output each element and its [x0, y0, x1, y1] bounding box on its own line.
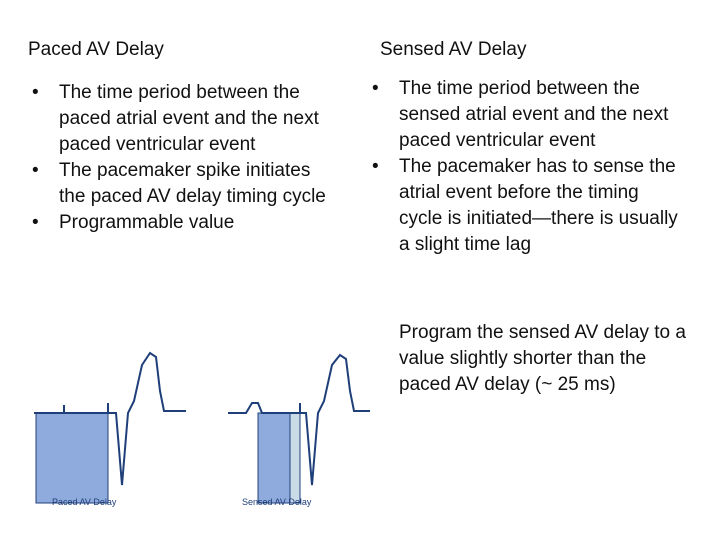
right-heading: Sensed AV Delay — [380, 39, 527, 60]
right-bullet-text: The time period between the sensed atrial event and the next paced ventricular event — [399, 78, 669, 151]
bullet-icon: • — [32, 82, 39, 103]
right-bullet-list — [372, 76, 678, 258]
left-bullet-text: The time period between the paced atrial event and the next paced ventricular event — [59, 82, 319, 155]
left-heading: Paced AV Delay — [28, 39, 164, 60]
left-bullet-item — [32, 210, 332, 236]
bullet-icon: • — [32, 212, 39, 233]
paced-waveform — [34, 353, 186, 507]
av-delay-figure — [30, 345, 370, 515]
left-bullet-item — [32, 80, 332, 158]
sensed-lag-shade — [290, 413, 300, 503]
right-bullet-item — [372, 76, 678, 154]
left-bullet-text: The pacemaker spike initiates the paced AV delay timing cycle — [59, 160, 326, 207]
right-bullet-item — [372, 154, 678, 258]
paced-interval-shade — [36, 413, 108, 503]
paced-label: Paced AV Delay — [52, 497, 117, 507]
right-note: Program the sensed AV delay to a value slightly shorter than the paced AV delay (~ 25 ms) — [399, 322, 686, 395]
left-bullet-item — [32, 158, 332, 210]
bullet-icon: • — [372, 78, 379, 99]
right-bullet-text: The pacemaker has to sense the atrial event before the timing cycle is initiated—there is usually a slight time lag — [399, 156, 678, 255]
left-bullet-list — [32, 80, 332, 236]
bullet-icon: • — [372, 156, 379, 177]
sensed-interval-shade — [258, 413, 290, 503]
sensed-waveform — [228, 355, 370, 507]
sensed-label: Sensed AV Delay — [242, 497, 312, 507]
bullet-icon: • — [32, 160, 39, 181]
left-bullet-text: Programmable value — [59, 212, 235, 233]
